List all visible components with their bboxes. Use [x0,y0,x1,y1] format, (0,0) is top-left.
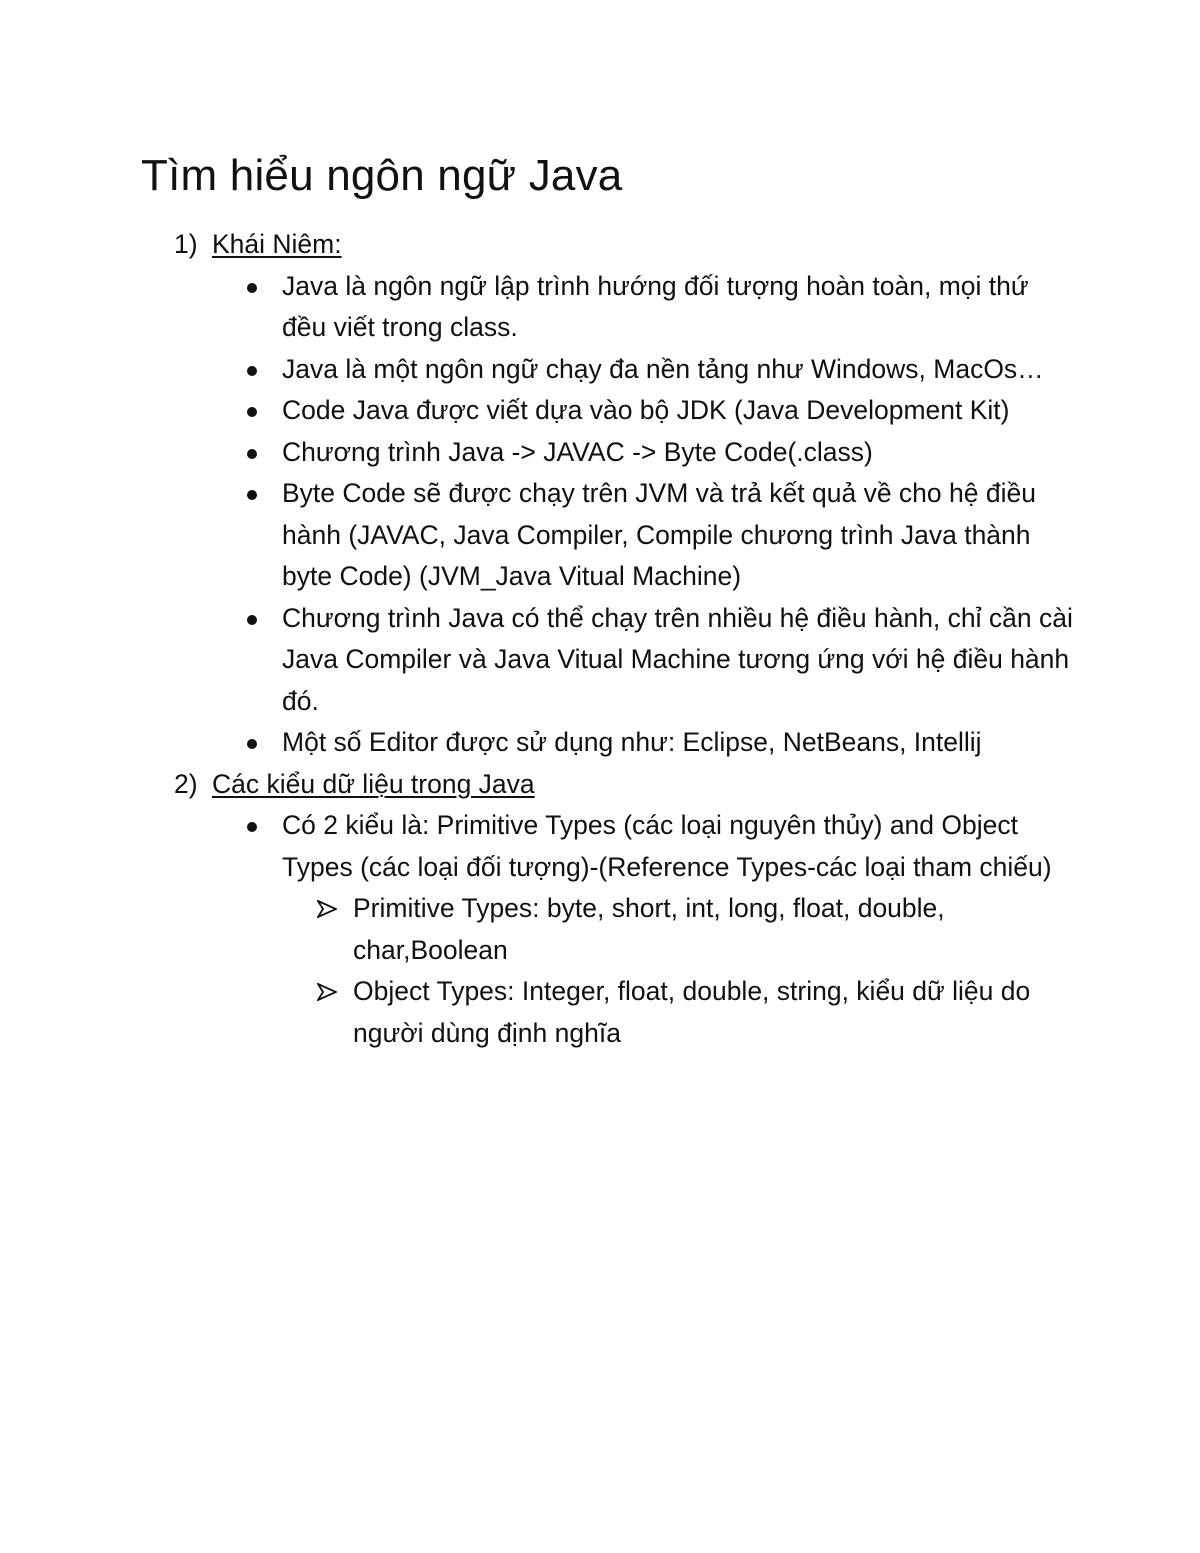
bullet-dot-icon [247,407,257,417]
document-body [174,224,1074,1054]
arrow-bullet-icon [317,888,337,918]
list-item [282,266,1074,349]
bullet-dot-icon [247,615,257,625]
section-title: Khái Niêm: [212,229,342,259]
bullet-dot-icon [247,449,257,459]
sub-list-item [353,971,1074,1054]
list-item-text: Java là một ngôn ngữ chạy đa nền tảng như Windows, MacOs… [282,353,1044,384]
list-item-text: Byte Code sẽ được chạy trên JVM và trả kết quả về cho hệ điều hành (JAVAC, Java Compiler, Compile chương trình Java thành byte Code) (JVM_Java Vitual Machine) [282,478,1036,591]
section-number: 1) [174,229,198,259]
list-item [282,473,1074,598]
list-item [282,432,1074,474]
list-item-text: Chương trình Java có thể chạy trên nhiều hệ điều hành, chỉ cần cài Java Compiler và Java Vitual Machine tương ứng với hệ điều hành đó. [282,602,1073,716]
sub-list-item-text: Primitive Types: byte, short, int, long, float, double, char,Boolean [353,893,945,965]
list-item-text: Có 2 kiểu là: Primitive Types (các loại nguyên thủy) and Object Types (các loại đối tượng)-(Reference Types-các loại tham chiếu) [282,810,1052,882]
section-2-bullet-list [174,805,1074,1054]
list-item-text: Chương trình Java -> JAVAC -> Byte Code(.class) [282,436,873,467]
list-item-text: Một số Editor được sử dụng như: Eclipse, NetBeans, Intellij [282,727,982,757]
list-item-text: Java là ngôn ngữ lập trình hướng đối tượng hoàn toàn, mọi thứ đều viết trong class. [282,270,1029,342]
list-item [282,805,1074,1054]
arrow-bullet-icon [317,971,337,1001]
sub-bullet-list [282,888,1074,1054]
section-number: 2) [174,768,198,799]
bullet-dot-icon [247,283,257,293]
bullet-dot-icon [247,490,257,500]
section-title: Các kiểu dữ liệu trong Java [212,768,535,799]
sub-list-item-text: Object Types: Integer, float, double, string, kiểu dữ liệu do người dùng định nghĩa [353,976,1031,1048]
list-item [282,390,1074,432]
bullet-dot-icon [247,739,257,749]
document-title: Tìm hiểu ngôn ngữ Java [141,151,623,200]
list-item [282,349,1074,391]
bullet-dot-icon [247,366,257,376]
section-1-bullet-list [174,266,1074,764]
list-item-text: Code Java được viết dựa vào bộ JDK (Java Development Kit) [282,395,1010,425]
section-2-heading [174,764,1074,806]
list-item [282,598,1074,723]
section-1-heading [174,224,1074,266]
list-item [282,722,1074,764]
sub-list-item [353,888,1074,971]
bullet-dot-icon [247,822,257,832]
